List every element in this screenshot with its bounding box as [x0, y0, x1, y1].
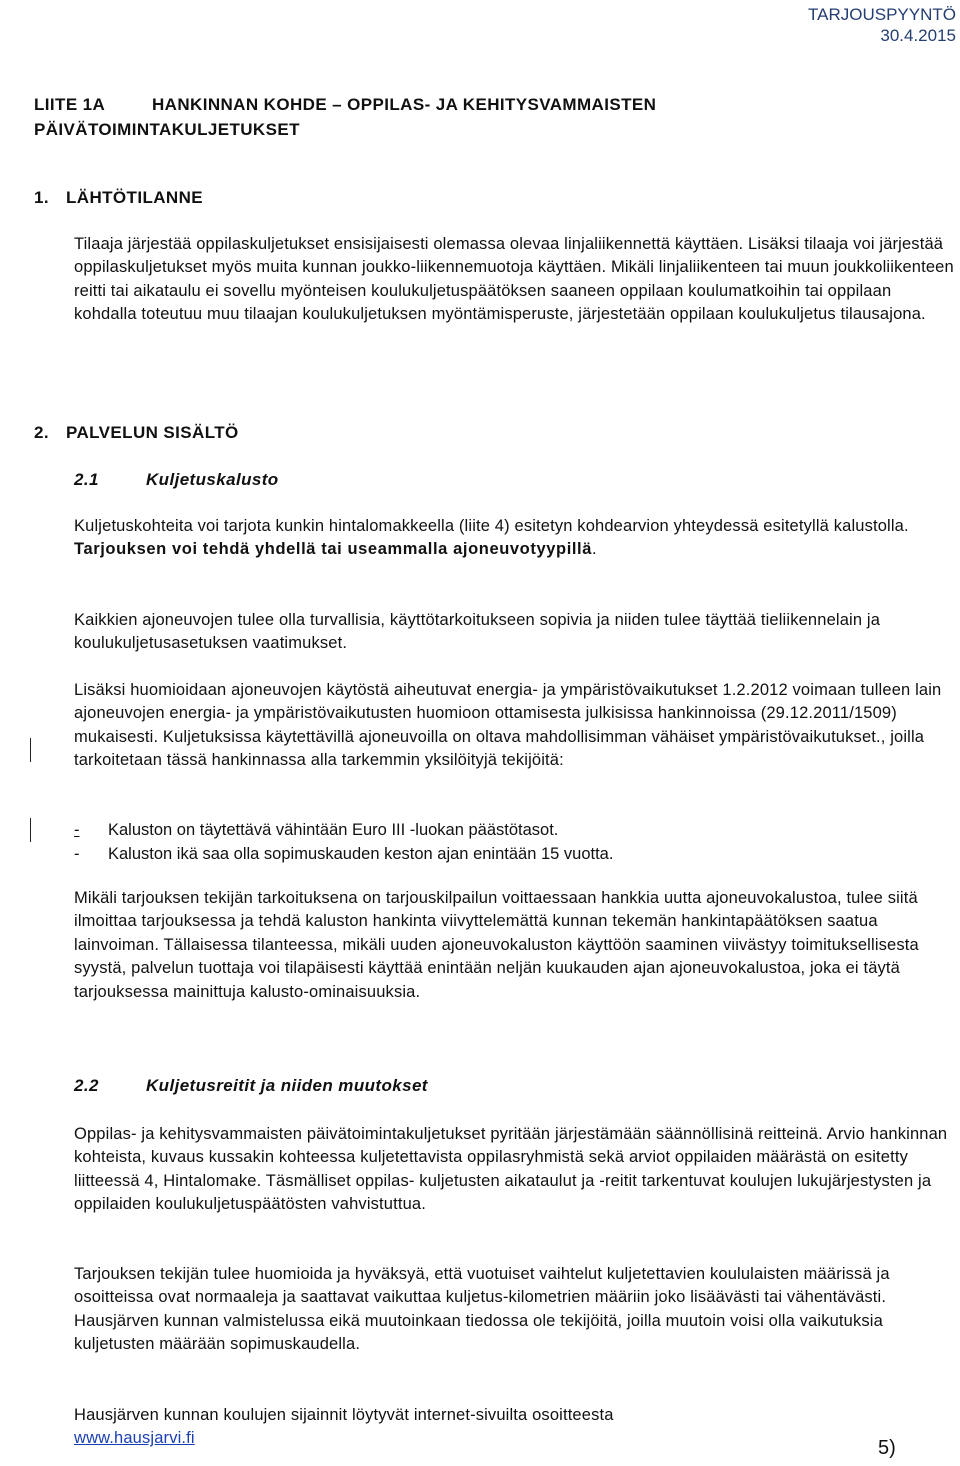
section-2-title: PALVELUN SISÄLTÖ: [66, 423, 239, 442]
page-header: [808, 4, 956, 46]
internet-sentence: Hausjärven kunnan koulujen sijainnit löytyvät internet-sivuilta osoitteesta: [74, 1406, 614, 1424]
section-2-1-paragraph-1: [74, 515, 954, 562]
section-2-1-heading: [74, 470, 279, 490]
title-line-1: HANKINNAN KOHDE – OPPILAS- JA KEHITYSVAMMAISTEN: [152, 95, 657, 114]
list-item-text: Kaluston ikä saa olla sopimuskauden keston ajan enintään 15 vuotta.: [108, 845, 614, 863]
p1-end-text: .: [592, 540, 597, 559]
list-dash: -: [74, 845, 80, 863]
title-line-2: PÄIVÄTOIMINTAKULJETUKSET: [34, 120, 300, 139]
section-2-2-paragraph-2: Tarjouksen tekijän tulee huomioida ja hyväksyä, että vuotuiset vaihtelut kuljetettavien koululaisten määrissä ja osoitteissa ovat normaaleja ja saattavat vaikuttaa kuljetus-kilometrien määriin joko lisäävästi tai vähentävästi. Hausjärven kunnan valmistelussa eikä muutoinkaan tiedossa ole tekijöitä, joilla muutoin voisi olla vaikutuksia kuljetusten määrään sopimuskaudella.: [74, 1265, 890, 1354]
section-1-heading: [34, 188, 203, 208]
section-2-1-title: Kuljetuskalusto: [146, 470, 279, 489]
section-1-number: 1.: [34, 188, 49, 207]
section-2-1-paragraph-2: Kaikkien ajoneuvojen tulee olla turvallisia, käyttötarkoitukseen sopivia ja niiden tulee täyttää tieliikennelain ja koulukuljetusasetuksen vaatimukset.: [74, 611, 881, 653]
section-2-number: 2.: [34, 423, 49, 442]
section-2-2-heading: [74, 1076, 428, 1096]
list-item: [74, 819, 558, 842]
section-2-2-paragraph-3: [74, 1404, 954, 1451]
section-1-title: LÄHTÖTILANNE: [66, 188, 204, 207]
doc-type: TARJOUSPYYNTÖ: [808, 5, 956, 24]
change-bar-2: [30, 818, 31, 842]
section-2-2-title: Kuljetusreitit ja niiden muutokset: [146, 1076, 428, 1095]
section-2-2-paragraph-1: Oppilas- ja kehitysvammaisten päivätoimintakuljetukset pyritään järjestämään säännöllisinä reitteinä. Arvio hankinnan kohteista, kuvaus kussakin kohteessa kuljetettavista oppilasryhmistä sekä arviot oppilaiden määrästä on esitetty liitteessä 4, Hintalomake. Täsmälliset oppilas- kuljetusten aikataulut ja -reitit tarkentuvat koulujen lukujärjestysten ja oppilaiden koulukuljetuspäätösten vahvistuttua.: [74, 1125, 948, 1214]
list-item: [74, 843, 613, 866]
doc-date: 30.4.2015: [880, 26, 956, 45]
page-number: 5): [878, 1437, 896, 1459]
p1-plain-text: Kuljetuskohteita voi tarjota kunkin hintalomakkeella (liite 4) esitetyn kohdearvion yhteydessä esitetyllä kalustolla.: [74, 517, 909, 535]
section-2-heading: [34, 423, 239, 443]
section-1-paragraph: Tilaaja järjestää oppilaskuljetukset ensisijaisesti olemassa olevaa linjaliikennettä käyttäen. Lisäksi tilaaja voi järjestää oppilaskuljetukset myös muita kunnan joukko-liikennemuotoja käyttäen. Mikäli linjaliikenteen tai muun joukkoliikenteen reitti tai aikataulu ei sovellu myönteisen koulukuljetuspäätöksen saaneen oppilaan koulumatkoihin tai oppilaan kohdalla toteutuu muu tilaajan koulukuljetuksen myöntämisperuste, järjestetään oppilaan koulukuljetus tilausajona.: [74, 235, 954, 324]
section-2-1-paragraph-3: Lisäksi huomioidaan ajoneuvojen käytöstä aiheutuvat energia- ja ympäristövaikutukset 1.2.2012 voimaan tulleen lain ajoneuvojen energia- ja ympäristövaikutusten huomioon ottamisesta julkisissa hankinnoissa (29.12.2011/1509) mukaisesti. Kuljetuksissa käytettävillä ajoneuvoilla on oltava mahdollisimman vähäiset ympäristövaikutukset., joilla tarkoitetaan tässä hankinnassa alla tarkemmin yksilöityjä tekijöitä:: [74, 681, 942, 770]
section-2-1-number: 2.1: [74, 470, 99, 489]
change-bar-1: [30, 738, 31, 762]
p1-bold-text: Tarjouksen voi tehdä yhdellä tai useammalla ajoneuvotyypillä: [74, 540, 593, 559]
section-2-1-paragraph-4: Mikäli tarjouksen tekijän tarkoituksena on tarjouskilpailun voittaessaan hankkia uutta ajoneuvokalustoa, tulee siitä ilmoittaa tarjouksessa ja tehdä kaluston hankinta viivyttelemättä kunnan tekemän hankintapäätöksen saatua lainvoiman. Tällaisessa tilanteessa, mikäli uuden ajoneuvokaluston käyttöön saaminen viivästyy toimituksellisesta syystä, palvelun tuottaja voi tilapäisesti käyttää enintään neljän kuukauden ajan ajoneuvokalustoa, joka ei täytä tarjouksessa mainittuja kalusto-ominaisuuksia.: [74, 889, 919, 1001]
document-title: [34, 92, 656, 142]
section-2-2-number: 2.2: [74, 1076, 99, 1095]
list-item-text: Kaluston on täytettävä vähintään Euro III -luokan päästötasot.: [108, 821, 559, 839]
annex-label: LIITE 1A: [34, 95, 106, 114]
hausjarvi-website-link[interactable]: www.hausjarvi.fi: [74, 1429, 195, 1448]
list-dash: -: [74, 821, 80, 839]
